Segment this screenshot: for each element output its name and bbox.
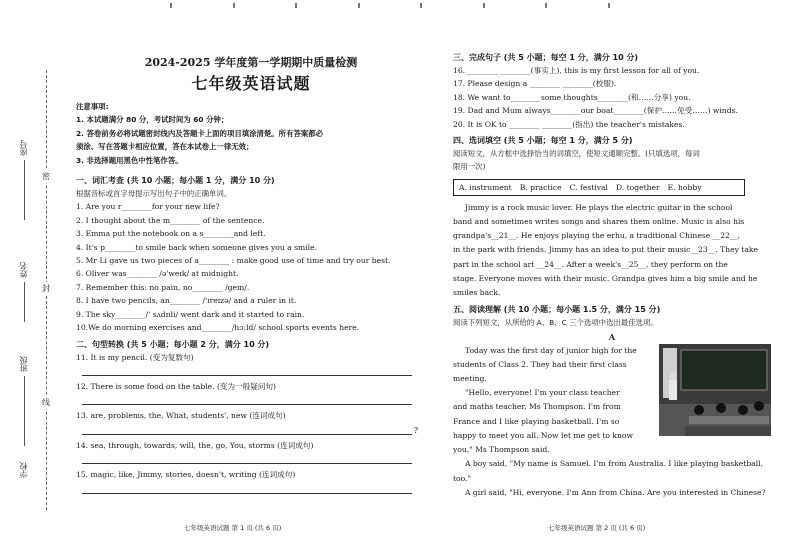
- cloze-line: in the park with friends. Jimmy has an idea to put their music__23__. They take: [453, 245, 758, 255]
- right-page: [453, 52, 771, 500]
- seal-char-feng: 封: [42, 284, 50, 293]
- footer-page-2: 七年级英语试题 第 2 页 (共 6 页): [548, 524, 646, 532]
- note-item: 2. 答卷前务必将试题密封线内及答题卡上面的项目填涂清楚。所有答案都必: [76, 128, 324, 138]
- passage-line: too.": [453, 473, 471, 483]
- question-1: 1. Are you r________for your new life?: [76, 202, 220, 212]
- passage-line: A girl said, "Hi, everyone. I'm Ann from China. Are you interested in Chinese?: [465, 487, 766, 497]
- question-17: 17. Please design a ________ ________(校服).: [453, 79, 617, 89]
- word-bank-box: [453, 179, 745, 196]
- footer-page-1: 七年级英语试题 第 1 页 (共 6 页): [184, 524, 282, 532]
- question-9: 9. The sky________/' sʌdnli/ went dark and it started to rain.: [76, 309, 305, 319]
- passage-line: "Hello, everyone! I'm your class teacher: [465, 388, 620, 398]
- cloze-line: stage. Everyone moves with their music. Grandpa gives him a big smile and he: [453, 273, 758, 283]
- question-8: 8. I have two pencils, an________ /'ɪreɪzə/ and a ruler in it.: [76, 296, 297, 306]
- left-page: [76, 52, 426, 498]
- note-item: 1. 本试题满分 80 分，考试时间为 60 分钟；: [76, 115, 229, 125]
- question-13: 13. are, problems, the, What, students', new (连词成句): [76, 411, 286, 421]
- question-6: 6. Oliver was________ /ə'weɪk/ at midnight.: [76, 269, 239, 279]
- passage-line: A boy said, "My name is Samuel. I'm from Australia. I like playing basketball,: [465, 459, 763, 469]
- passage-line: you," Ms Thompson said.: [453, 445, 550, 455]
- cloze-line: smiles back.: [453, 288, 501, 298]
- question-20: 20. It is OK to ________ ________(指出) the teacher's mistakes.: [453, 119, 685, 129]
- answer-line: [82, 482, 412, 494]
- class-label: 班级: [19, 356, 28, 372]
- seat-label: 座号: [19, 140, 28, 156]
- note-item: 3. 非选择题用黑色中性笔作答。: [76, 155, 183, 165]
- option-a: A. instrument: [459, 182, 512, 192]
- seal-char-mi: 密: [42, 172, 50, 181]
- passage-line: students of Class 2. They had their first class: [453, 359, 627, 369]
- question-mark: ?: [413, 425, 418, 435]
- cloze-line: grandpa's__21__. He enjoys playing the erhu, a traditional Chinese __22__,: [453, 231, 740, 241]
- cloze-line: band and sometimes writes songs and shares them online. Music is also his: [453, 217, 745, 227]
- reading-passage-a: [453, 344, 771, 500]
- option-b: B. practice: [519, 182, 562, 192]
- question-10: 10.We do morning exercises and________/hɔːld/ school sports events here.: [76, 323, 360, 333]
- exam-subject-title: 七年级英语试题: [191, 74, 311, 93]
- seat-blank: [24, 160, 25, 220]
- notes-heading: 注意事项:: [76, 102, 109, 111]
- section-1-title: 一、词汇考查 (共 10 小题；每小题 1 分，满分 10 分): [76, 176, 275, 186]
- section-5-title: 五、阅读理解 (共 10 小题；每小题 1.5 分，满分 15 分): [453, 305, 661, 315]
- passage-line: France and I like playing basketball. I'm so: [453, 416, 620, 426]
- passage-line: and maths teacher, Ms Thompson. I'm from: [453, 402, 621, 412]
- section-1-instructions: 根据音标或首字母提示写出句子中的正确单词。: [76, 189, 232, 199]
- note-item: 须涂、写在答题卡相应位置，答在本试卷上一律无效；: [76, 142, 254, 152]
- question-18: 18. We want to________some thoughts________(和……分享) you.: [453, 92, 691, 102]
- cloze-line: part in the school art __24__. After a week's__25__, they perform on the: [453, 259, 728, 269]
- answer-line: [82, 364, 412, 376]
- question-19: 19. Dad and Mum always________our boat________(保护……免受……) winds.: [453, 106, 738, 116]
- name-label: 姓名: [19, 262, 28, 278]
- question-4: 4. It's p________to smile back when someone gives you a smile.: [76, 242, 317, 252]
- question-5: 5. Mr Li gave us two pieces of a________ : make good use of time and try our best.: [76, 256, 391, 266]
- section-2-title: 二、句型转换 (共 5 小题；每小题 2 分，满分 10 分): [76, 339, 270, 349]
- cloze-line: Jimmy is a rock music lover. He plays the electric guitar in the school: [465, 202, 733, 212]
- top-dots: [170, 3, 610, 8]
- class-blank: [24, 376, 25, 446]
- option-e: E. hobby: [667, 182, 702, 192]
- section-4-instructions: 阅读短文，从方框中选择恰当的词填空，使短文通顺完整。(只填选项，每词: [453, 149, 700, 159]
- passage-line: meeting.: [453, 374, 487, 384]
- classroom-photo: [659, 344, 771, 436]
- section-3-title: 三、完成句子 (共 5 小题；每空 1 分，满分 10 分): [453, 53, 639, 62]
- question-7: 7. Remember this: no pain, no________ /geɪn/.: [76, 282, 250, 292]
- name-blank: [24, 282, 25, 322]
- option-c: C. festival: [569, 182, 608, 192]
- question-2: 2. I thought about the m________ of the sentence.: [76, 215, 265, 225]
- question-14: 14. sea, through, towards, will, the, go, You, storms (连词成句): [76, 440, 314, 450]
- seal-char-xian: 线: [42, 398, 50, 407]
- answer-line: [82, 423, 418, 435]
- question-16: 16. ________ ________(事实上), this is my first lesson for all of you.: [453, 66, 700, 75]
- passage-label: A: [608, 331, 616, 342]
- passage-line: Today was the first day of junior high for the: [465, 345, 637, 355]
- option-d: D. together: [615, 182, 660, 192]
- question-3: 3. Emma put the notebook on a s________and left.: [76, 229, 266, 239]
- exam-title: 2024-2025 学年度第一学期期中质量检测: [144, 56, 358, 69]
- passage-line: happy to meet you all. Now let me get to know: [453, 430, 633, 440]
- section-5-instructions: 阅读下列短文，从所给的 A、B、C 三个选项中选出最佳选项。: [453, 318, 658, 328]
- section-4-title: 四、选词填空 (共 5 小题；每空 1 分，满分 5 分): [453, 136, 633, 146]
- answer-line: [82, 393, 412, 405]
- question-11: 11. It is my pencil. (变为复数句): [76, 352, 194, 362]
- question-12: 12. There is some food on the table. (变为一般疑问句): [76, 381, 277, 391]
- answer-line: [82, 452, 412, 464]
- binding-margin: [0, 0, 64, 552]
- school-label: 学校: [19, 462, 28, 478]
- section-4-instructions-cont: 限用一次): [453, 162, 486, 172]
- question-15: 15. magic, like, Jimmy, stories, doesn't, writing (连词成句): [76, 470, 296, 480]
